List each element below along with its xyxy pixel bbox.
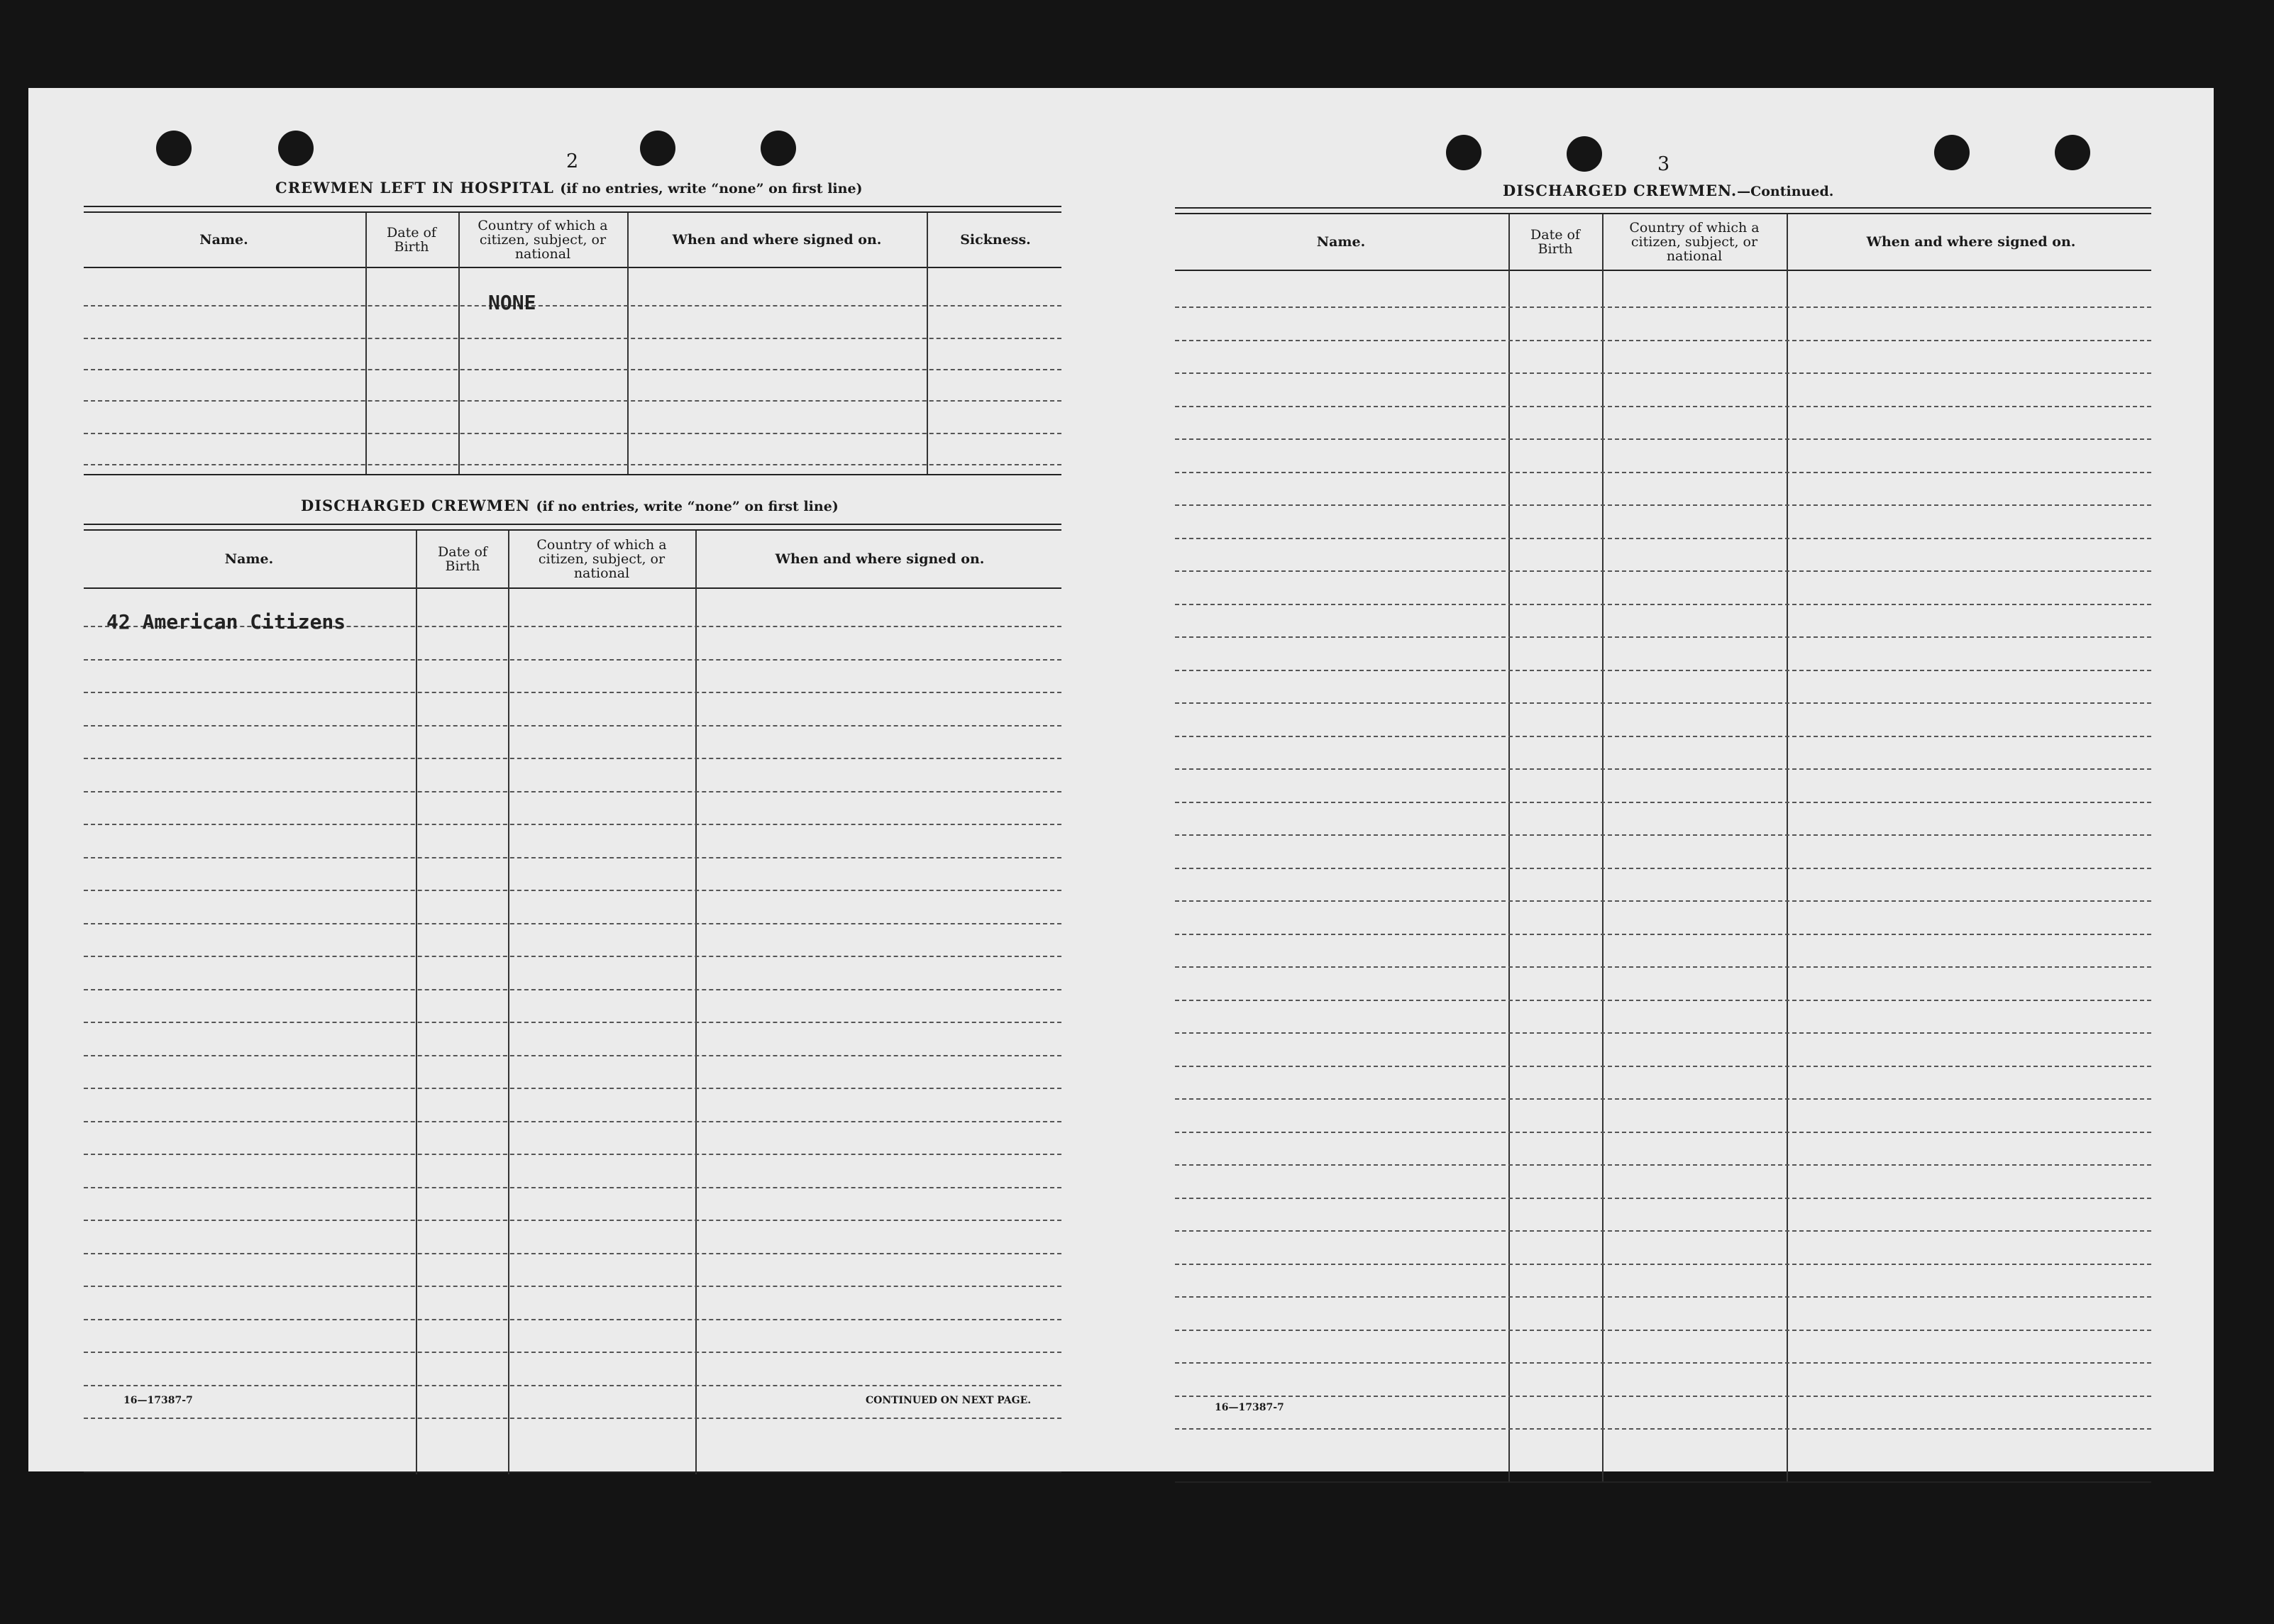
- continued-title-text: DISCHARGED CREWMEN.: [1503, 182, 1738, 199]
- col-header-signed-on: When and where signed on.: [1866, 234, 2076, 250]
- entry-line: [84, 1154, 1061, 1155]
- col-header-signed-on: When and where signed on.: [672, 232, 882, 248]
- entry-line: [1175, 1428, 2151, 1430]
- entry-line: [1175, 934, 2151, 935]
- discharged-subtitle: (if no entries, write “none” on first line): [536, 499, 839, 514]
- entry-line: [1175, 372, 2151, 374]
- entry-line: [84, 369, 1061, 370]
- col-header-signed-on: When and where signed on.: [775, 551, 985, 567]
- entry-line: [84, 1385, 1061, 1386]
- entry-line: [1175, 834, 2151, 836]
- bottom-rule: [84, 1471, 1061, 1473]
- binder-hole: [278, 131, 314, 166]
- form-code: 16—17387-7: [1215, 1402, 1284, 1413]
- col-header-name: Name.: [224, 551, 274, 567]
- entry-line: [1175, 636, 2151, 638]
- entry-line: [84, 1187, 1061, 1188]
- entry-line: [1175, 1032, 2151, 1034]
- discharged-section-title: [301, 497, 839, 514]
- entry-line: [1175, 504, 2151, 506]
- entry-line: [1175, 1198, 2151, 1199]
- page-number: 3: [1657, 153, 1670, 175]
- column-divider: [1602, 214, 1604, 1483]
- column-divider: [695, 531, 697, 1474]
- entry-line: [1175, 702, 2151, 704]
- entry-line: [1175, 802, 2151, 803]
- entry-line: [84, 824, 1061, 825]
- entry-line: [1175, 868, 2151, 869]
- entry-line: [1175, 306, 2151, 308]
- entry-line: [1175, 1362, 2151, 1364]
- entry-line: [1175, 736, 2151, 737]
- entry-line: [84, 400, 1061, 402]
- hospital-section-title: [275, 179, 863, 197]
- entry-line: [84, 791, 1061, 792]
- entry-line: [84, 1088, 1061, 1089]
- entry-line: [84, 725, 1061, 727]
- entry-line: [1175, 1296, 2151, 1298]
- discharged-continued-title: [1503, 182, 1833, 199]
- col-header-country: Country of which a citizen, subject, or national: [1629, 220, 1760, 264]
- top-rule: [1175, 207, 2151, 209]
- entry-line: [1175, 1000, 2151, 1001]
- entry-line: [1175, 340, 2151, 341]
- entry-line: [1175, 472, 2151, 473]
- binder-hole: [1934, 135, 1970, 170]
- continued-note: CONTINUED ON NEXT PAGE.: [866, 1395, 1032, 1406]
- discharged-title-text: DISCHARGED CREWMEN: [301, 497, 531, 514]
- entry-line: [84, 1055, 1061, 1056]
- binder-hole: [1567, 136, 1602, 172]
- col-header-sickness: Sickness.: [960, 232, 1031, 248]
- entry-line: [84, 464, 1061, 465]
- continued-title-suffix: —Continued.: [1737, 184, 1834, 199]
- column-divider: [1787, 214, 1788, 1483]
- entry-line: [84, 1253, 1061, 1254]
- entry-line: [84, 1286, 1061, 1287]
- entry-line: [1175, 900, 2151, 902]
- entry-line: [1175, 604, 2151, 605]
- entry-line: [84, 923, 1061, 924]
- entry-line: [84, 1220, 1061, 1221]
- form-code: 16—17387-7: [123, 1395, 193, 1406]
- binder-hole: [156, 131, 192, 166]
- top-rule: [1175, 213, 2151, 214]
- entry-line: [1175, 438, 2151, 440]
- entry-line: [1175, 1264, 2151, 1265]
- entry-line: [1175, 1066, 2151, 1067]
- header-rule: [84, 267, 1061, 268]
- top-rule: [84, 206, 1061, 207]
- col-header-country: Country of which a citizen, subject, or national: [478, 218, 608, 262]
- entry-line: [84, 1121, 1061, 1122]
- bottom-rule: [84, 474, 1061, 475]
- col-header-dob: Date of Birth: [1530, 227, 1580, 257]
- binder-hole: [761, 131, 796, 166]
- column-divider: [508, 531, 509, 1474]
- header-rule: [84, 587, 1061, 589]
- entry-line: [84, 1352, 1061, 1353]
- hospital-subtitle: (if no entries, write “none” on first line): [560, 181, 863, 197]
- col-header-name: Name.: [1316, 234, 1366, 250]
- binder-hole: [640, 131, 675, 166]
- entry-line: [1175, 1230, 2151, 1232]
- hospital-title-text: CREWMEN LEFT IN HOSPITAL: [275, 179, 554, 197]
- top-rule: [84, 529, 1061, 531]
- column-divider: [627, 213, 629, 474]
- entry-line: [84, 989, 1061, 990]
- entry-line: [84, 1418, 1061, 1419]
- col-header-country: Country of which a citizen, subject, or national: [536, 537, 667, 581]
- entry-line: [84, 338, 1061, 339]
- entry-line: [84, 659, 1061, 661]
- page-number: 2: [566, 150, 579, 172]
- entry-line: [1175, 670, 2151, 671]
- entry-line: [1175, 1396, 2151, 1397]
- entry-line: [84, 433, 1061, 434]
- entry-line: [84, 692, 1061, 693]
- entry-line: [1175, 538, 2151, 539]
- entry-line: [84, 305, 1061, 306]
- entry-line: [1175, 1132, 2151, 1133]
- entry-line: [1175, 1098, 2151, 1100]
- entry-line: [1175, 406, 2151, 407]
- col-header-dob: Date of Birth: [387, 225, 436, 255]
- entry-line: [1175, 768, 2151, 770]
- entry-line: [84, 758, 1061, 759]
- top-rule: [84, 211, 1061, 213]
- entry-line: [1175, 966, 2151, 968]
- entry-line: [1175, 570, 2151, 572]
- entry-line: [84, 1319, 1061, 1320]
- bottom-rule: [1175, 1481, 2151, 1483]
- form-sheet: [28, 88, 2214, 1471]
- column-divider: [927, 213, 928, 474]
- column-divider: [365, 213, 367, 474]
- entry-line: [84, 956, 1061, 957]
- column-divider: [416, 531, 417, 1474]
- binder-hole: [2055, 135, 2090, 170]
- col-header-name: Name.: [199, 232, 248, 248]
- column-divider: [458, 213, 460, 474]
- entry-line: [84, 1022, 1061, 1023]
- column-divider: [1508, 214, 1510, 1483]
- hospital-entry: NONE: [488, 291, 536, 314]
- entry-line: [1175, 1164, 2151, 1166]
- entry-line: [84, 890, 1061, 891]
- col-header-dob: Date of Birth: [438, 544, 487, 574]
- entry-line: [84, 857, 1061, 858]
- discharged-entry: 42 American Citizens: [106, 610, 346, 634]
- top-rule: [84, 524, 1061, 525]
- entry-line: [1175, 1330, 2151, 1331]
- header-rule: [1175, 270, 2151, 271]
- binder-hole: [1446, 135, 1481, 170]
